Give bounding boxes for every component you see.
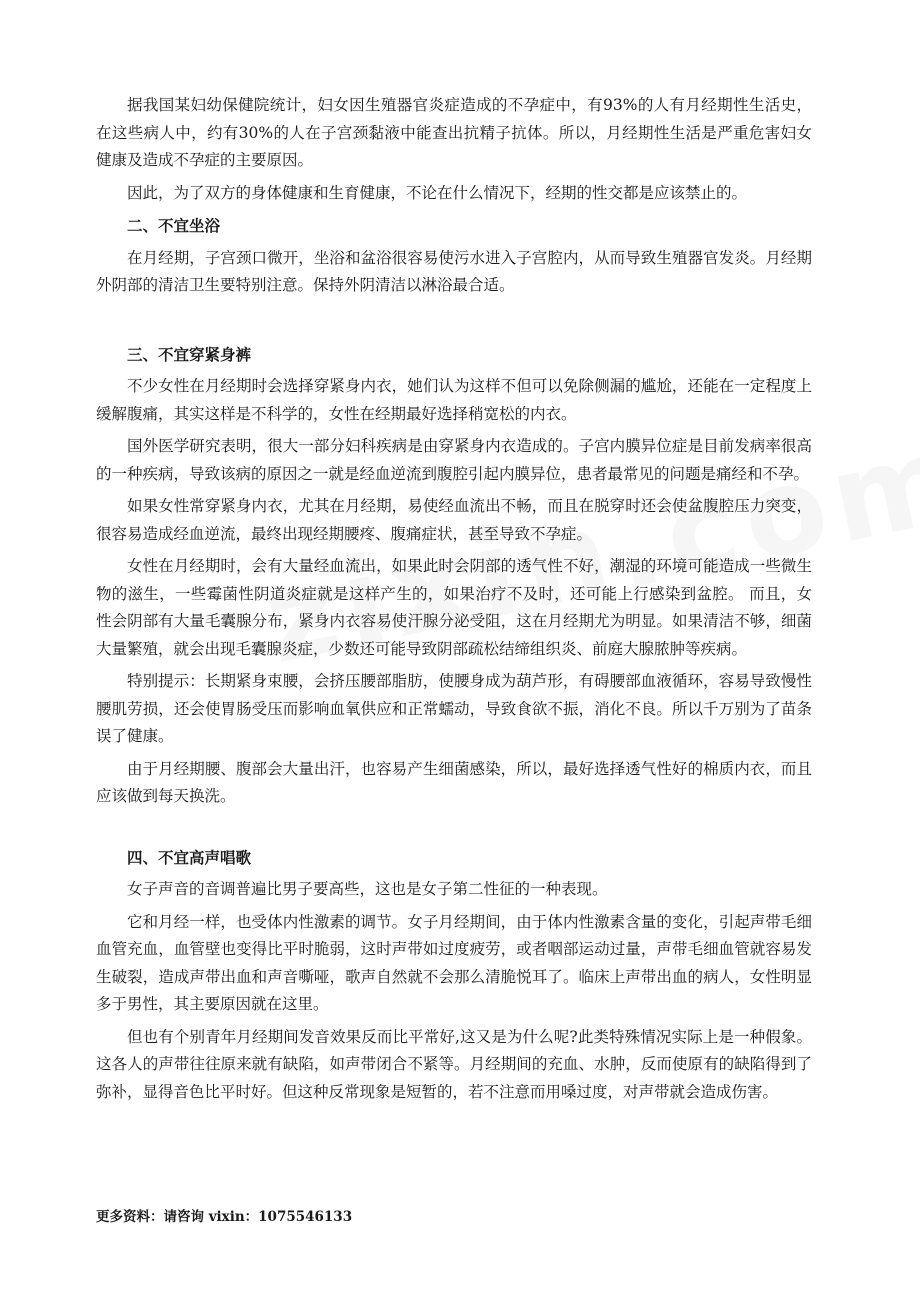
paragraph: 据我国某妇幼保健院统计，妇女因生殖器官炎症造成的不孕症中，有93%的人有月经期性生活史，在这些病人中，约有30%的人在子宫颈黏液中能查出抗精子抗体。所以，月经期性生活是严重危害妇女健康及造成不孕症的主要原因。: [96, 96, 812, 169]
spacer: [96, 816, 812, 844]
section-heading: 四、不宜高声唱歌: [127, 847, 252, 867]
paragraph: 如果女性常穿紧身内衣，尤其在月经期，易使经血流出不畅，而且在脱穿时还会使盆腹腔压力突变，很容易造成经血逆流，最终出现经期腰疼、腹痛症状，甚至导致不孕症。: [96, 497, 812, 543]
paragraph: 由于月经期腰、腹部会大量出汗，也容易产生细菌感染，所以，最好选择透气性好的棉质内衣，而且应该做到每天换洗。: [96, 759, 812, 805]
section-intro: [96, 92, 812, 207]
paragraph: 国外医学研究表明，很大一部分妇科疾病是由穿紧身内衣造成的。子宫内膜异位症是目前发病率很高的一种疾病，导致该病的原因之一就是经血逆流到腹腔引起内膜异位，患者最常见的问题是痛经和不孕。: [96, 437, 812, 483]
paragraph: 但也有个别青年月经期间发音效果反而比平常好,这又是为什么呢?此类特殊情况实际上是一种假象。这各人的声带往往原来就有缺陷，如声带闭合不紧等。月经期间的充血、水肿，反而使原有的缺陷得到了弥补，显得音色比平时好。但这种反常现象是短暂的，若不注意而用嗓过度，对声带就会造成伤害。: [96, 1027, 812, 1101]
section-no-loud-singing: [96, 844, 812, 1107]
footer-contact: 更多资料：请咨询 vixin：1075546133: [96, 1209, 353, 1225]
spacer: [96, 305, 812, 341]
paragraph: 特别提示：长期紧身束腰，会挤压腰部脂肪，使腰身成为葫芦形，有碍腰部血液循环，容易导致慢性腰肌劳损，还会使胃肠受压而影响血氧供应和正常蠕动，导致食欲不振，消化不良。所以千万别为了苗条误了健康。: [96, 672, 812, 745]
paragraph: 在月经期，子宫颈口微开，坐浴和盆浴很容易使污水进入子宫腔内，从而导致生殖器官发炎。月经期外阴部的清洁卫生要特别注意。保持外阴清洁以淋浴最合适。: [96, 248, 812, 294]
paragraph: 女子声音的音调普遍比男子要高些，这也是女子第二性征的一种表现。: [127, 880, 608, 898]
paragraph: 女性在月经期时，会有大量经血流出，如果此时会阴部的透气性不好，潮湿的环境可能造成一些微生物的滋生，一些霉菌性阴道炎症就是这样产生的，如果治疗不及时，还可能上行感染到盆腔。 而且，女性会阴部有大量毛囊腺分布，紧身内衣容易使汗腺分泌受阻，这在月经期尤为明显。如果清洁不够，细菌大量繁殖，就会出现毛囊腺炎症，少数还可能导致阴部疏松结缔组织炎、前庭大腺脓肿等疾病。: [96, 557, 812, 658]
section-no-sitz-bath: [96, 212, 812, 300]
paragraph: 它和月经一样，也受体内性激素的调节。女子月经期间，由于体内性激素含量的变化，引起声带毛细血管充血，血管壁也变得比平时脆弱，这时声带如过度疲劳，或者咽部运动过量，声带毛细血管就容易发生破裂，造成声带出血和声音嘶哑，歌声自然就不会那么清脆悦耳了。临床上声带出血的病人，女性明显多于男性，其主要原因就在这里。: [96, 912, 812, 1013]
section-heading: 三、不宜穿紧身裤: [127, 344, 252, 364]
section-heading: 二、不宜坐浴: [127, 216, 221, 235]
section-no-tight-pants: [96, 341, 812, 811]
document-body: [96, 92, 812, 1111]
paragraph: 不少女性在月经期时会选择穿紧身内衣，她们认为这样不但可以免除侧漏的尴尬，还能在一定程度上缓解腹痛，其实这样是不科学的，女性在经期最好选择稍宽松的内衣。: [96, 377, 812, 423]
paragraph: 因此，为了双方的身体健康和生育健康，不论在什么情况下，经期的性交都是应该禁止的。: [127, 183, 748, 202]
